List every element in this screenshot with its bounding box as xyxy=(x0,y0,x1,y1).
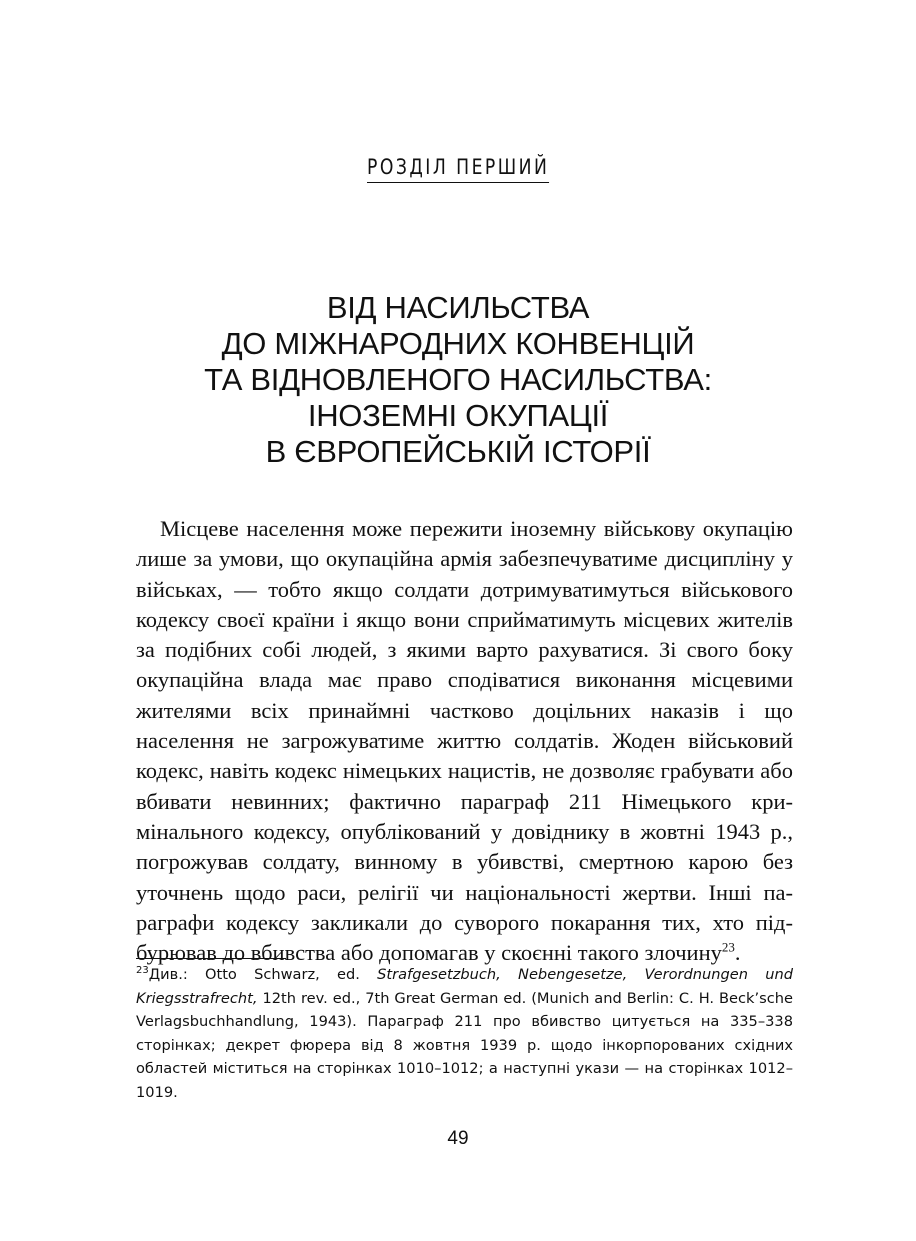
footnote-rest: 12th rev. ed., 7th Great German ed. (Munich and Berlin: C. H. Beck’sche Verlagsbuchhandlung, 1943). Параграф 211 про вбивство цитується на 335–338 сторінках; декрет фюрера від 8 жовтня 1939 р. щодо інкорпорованих східних областей міститься на сторінках 1010–1012; а наступні укази — на сторінках 1012–1019. xyxy=(136,989,793,1101)
chapter-label-text: РОЗДІЛ ПЕРШИЙ xyxy=(367,155,549,183)
page-number: 49 xyxy=(447,1128,469,1149)
body-paragraph xyxy=(136,514,793,968)
title-line: ВІД НАСИЛЬСТВА xyxy=(326,290,590,325)
title-line: В ЄВРОПЕЙСЬКІЙ ІСТОРІЇ xyxy=(265,434,651,469)
footnote-number: 23 xyxy=(136,965,149,977)
footnote xyxy=(136,963,793,1104)
chapter-title xyxy=(60,290,856,470)
body-text: Місцеве населення може пережити іноземну військову окупацію лише за умови, що окупаційна армія забезпечуватиме дисципліну у військах, — тобто якщо солдати дотримуватимуться військового кодексу своєї країни і якщо вони сприйматимуть місцевих жителів за подібних собі людей, з якими варто рахуватися. Зі свого боку окупаційна влада має право сподіватися виконання місцевими жителями всіх принаймні частково доцільних наказів і що населення не загрожуватиме життю солдатів. Жоден військовий кодекс, навіть кодекс німецьких нацистів, не дозволяє грабувати або вбивати невинних; фактично параграф 211 Німецького кримінального кодексу, опублікований у довіднику в жовтні 1943 р., погрожував солдату, винному в убивстві, смертною карою без уточнень щодо раси, релігії чи національності жертви. Інші параграфи кодексу закликали до суворого покарання тих, хто підбурював до вбивства або допомагав у скоєнні такого злочину xyxy=(136,516,793,966)
footnote-book-title: Strafgesetzbuch, Nebengesetze, Verordnungen und Kriegsstrafrecht, xyxy=(136,966,793,1007)
chapter-label xyxy=(0,155,916,183)
title-line: ДО МІЖНАРОДНИХ КОНВЕНЦІЙ xyxy=(221,326,695,361)
title-line: ІНОЗЕМНІ ОКУПАЦІЇ xyxy=(307,398,609,433)
footnote-divider xyxy=(136,958,286,959)
footnote-ref[interactable]: 23 xyxy=(721,939,735,955)
title-line: ТА ВІДНОВЛЕНОГО НАСИЛЬСТВА: xyxy=(204,362,712,397)
body-text-end: . xyxy=(734,940,741,966)
footnote-lead: Див.: Otto Schwarz, ed. xyxy=(148,966,378,983)
